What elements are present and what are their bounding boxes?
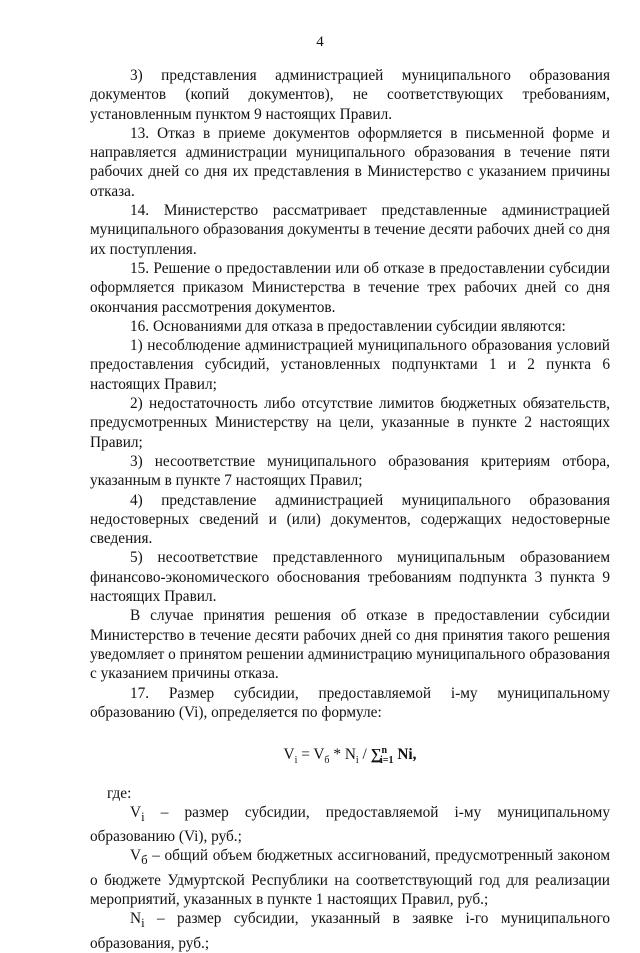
paragraph-item-3: 3) представления администрацией муниципального образования документов (копий документов), не соответствующих требованиям, установленным пунктом 9 настоящих Правил. <box>90 67 610 123</box>
paragraph-15: 15. Решение о предоставлении или об отказе в предоставлении субсидии оформляется приказом Министерства в течение трех рабочих дней со дня окончания рассмотрения документов. <box>90 259 610 316</box>
formula-lhs-sub: i <box>294 755 298 767</box>
paragraph-16-item-1: 1) несоблюдение администрацией муниципального образования условий предоставления субсидий, установленных подпунктами 1 и 2 пункта 6 настоящих Правил; <box>90 337 610 393</box>
paragraph-14: 14. Министерство рассматривает представленные администрацией муниципального образования документы в течение десяти рабочих дней со дня их поступления. <box>90 202 610 258</box>
formula-sigma-sup: n <box>381 745 388 757</box>
formula-tail: Ni, <box>393 746 417 764</box>
definition-ni-text: – размер субсидии, указанный в заявке i-го муниципального образования, руб.; <box>90 910 610 952</box>
subsidy-formula <box>90 741 610 770</box>
definition-vb-sub: б <box>141 853 148 868</box>
formula-lhs: V <box>283 746 295 764</box>
paragraph-16-item-2: 2) недостаточность либо отсутствие лимитов бюджетных обязательств, предусмотренных Министерству на цели, указанные в пункте 2 настоящих Правил; <box>90 395 610 451</box>
definition-vb-text: – общий объем бюджетных ассигнований, предусмотренный законом о бюджете Удмуртской Республики на соответствующий год для реализации мероприятий, указанных в пункте 1 настоящих Правил, руб.; <box>90 847 610 909</box>
formula-div: / <box>358 746 371 764</box>
formula-sigma-sub: i=1 <box>380 755 394 767</box>
paragraph-16-item-4: 4) представление администрацией муниципального образования недостоверных сведений и (или) документов, содержащих недостоверные сведения. <box>90 491 610 548</box>
formula-n-sub: i <box>355 755 359 767</box>
formula-eq: = V <box>297 746 325 764</box>
document-body <box>90 66 610 953</box>
definition-ni-sub: i <box>141 916 145 931</box>
definition-ni-symbol: N <box>130 910 142 928</box>
definition-vb-symbol: V <box>130 847 142 865</box>
definition-vb <box>90 846 610 909</box>
paragraph-16: 16. Основаниями для отказа в предоставлении субсидии являются: <box>130 317 566 335</box>
paragraph-16-item-5: 5) несоответствие представленного муниципальным образованием финансово-экономического обоснования требованиям подпункта 3 пункта 9 настоящих Правил. <box>90 549 610 606</box>
paragraph-13: 13. Отказ в приеме документов оформляется в письменной форме и направляется администрации муниципального образования в течение пяти рабочих дней со дня их представления в Министерство с указанием причины отказа. <box>90 124 610 200</box>
definition-vi-sub: i <box>141 809 145 824</box>
definition-vi <box>90 803 610 847</box>
definition-ni <box>90 909 610 953</box>
formula-mul: * N <box>329 746 356 764</box>
definition-vi-text: – размер субсидии, предоставляемой i-му муниципальному образованию (Vi), руб.; <box>90 803 610 846</box>
formula-sigma: ∑ <box>370 746 382 764</box>
definition-vi-symbol: V <box>130 803 142 821</box>
formula-v-sub: б <box>324 755 330 767</box>
where-label: где: <box>107 784 132 802</box>
paragraph-16-item-3: 3) несоответствие муниципального образования критериям отбора, указанным в пункте 7 настоящих Правил; <box>90 452 610 490</box>
paragraph-refusal-notice: В случае принятия решения об отказе в предоставлении субсидии Министерство в течение десяти рабочих дней со дня принятия такого решения уведомляет о принятом решении администрацию муниципального образования с указанием причины отказа. <box>90 607 610 683</box>
paragraph-17: 17. Размер субсидии, предоставляемой i-му муниципальному образованию (Vi), определяется по формуле: <box>90 684 610 721</box>
page-number: 4 <box>316 34 324 50</box>
